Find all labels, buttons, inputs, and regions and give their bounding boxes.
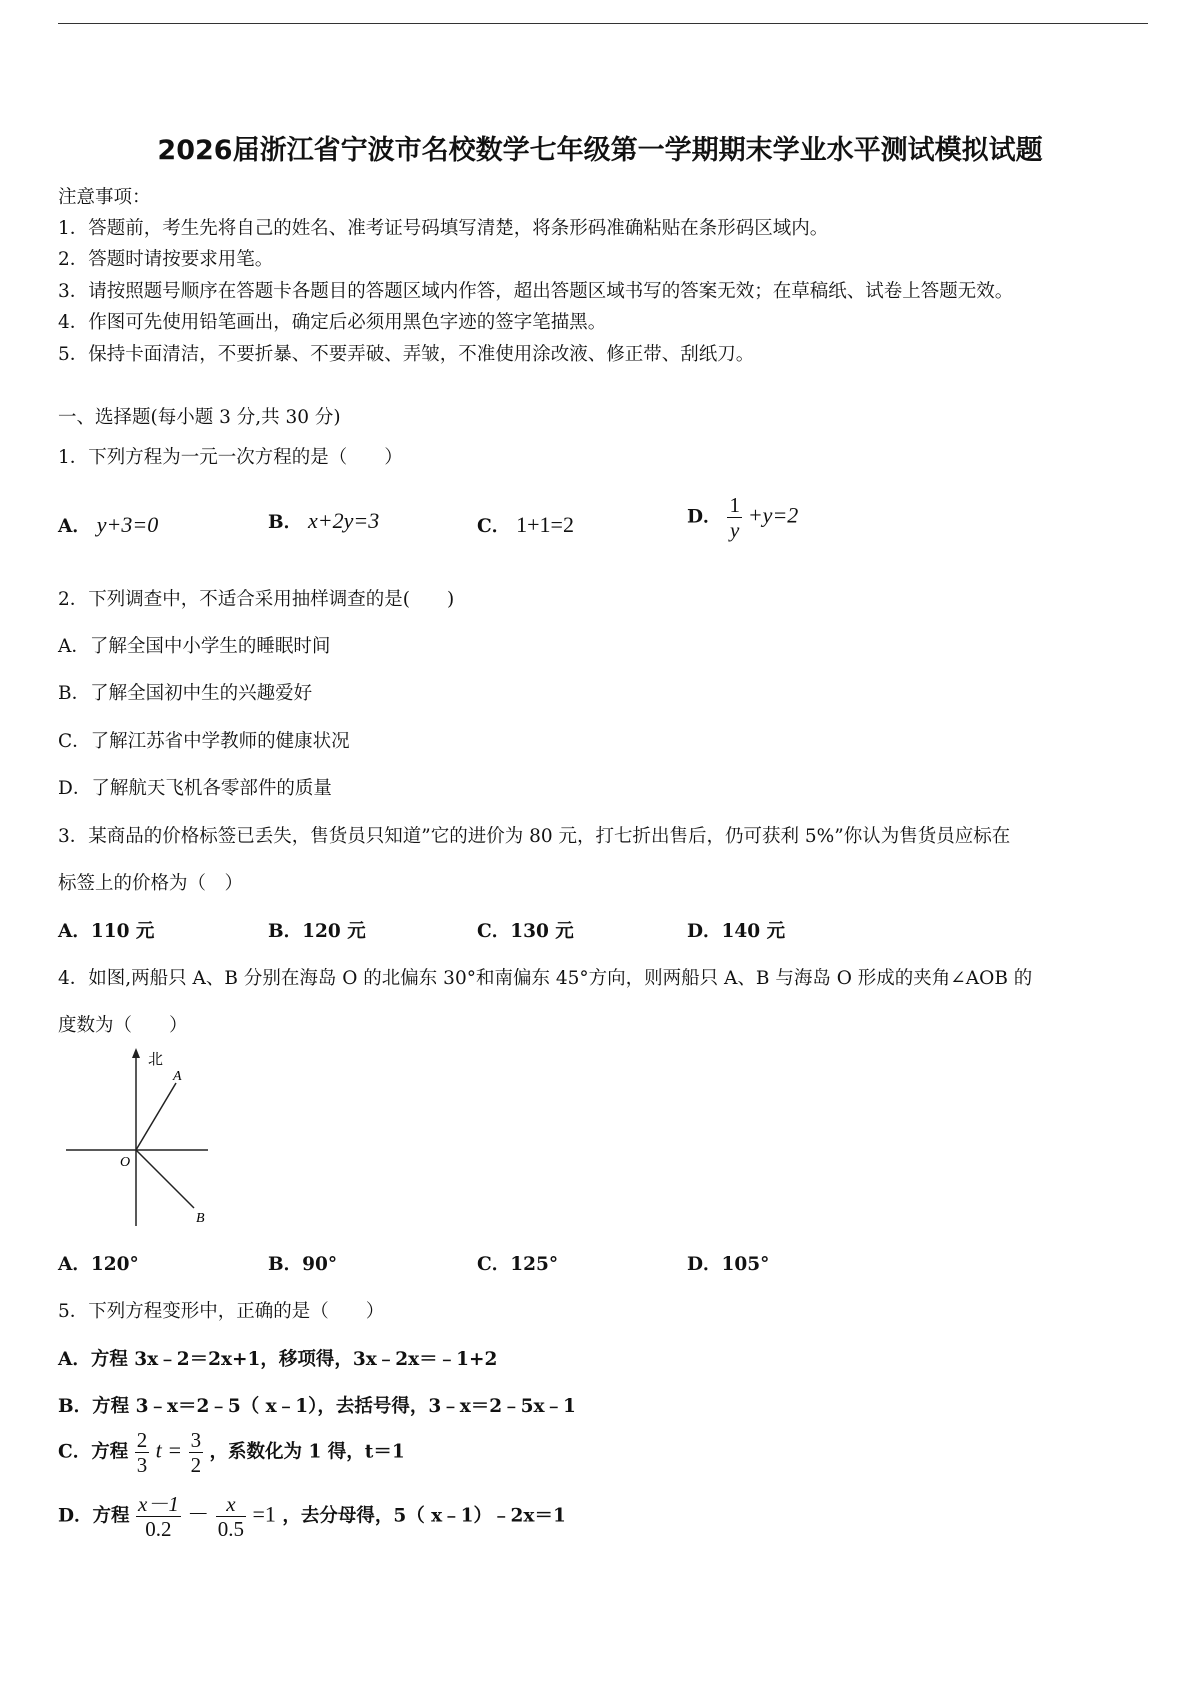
label-b: B xyxy=(196,1211,205,1226)
q2-option-d: D．了解航天飞机各零部件的质量 xyxy=(58,778,332,799)
q5-d-f1-den: 0.2 xyxy=(145,1517,172,1542)
q5-c-f2-den: 2 xyxy=(190,1453,202,1478)
q2-option-b: B．了解全国初中生的兴趣爱好 xyxy=(58,683,313,704)
q1-a-label: A． xyxy=(58,516,91,537)
q5-d-f2-den: 0.5 xyxy=(217,1517,244,1542)
q1-d-numerator: 1 xyxy=(729,493,740,517)
q4-option-a: A．120° xyxy=(58,1254,139,1275)
notice-item-4: 4．作图可先使用铅笔画出，确定后必须用黑色字迹的签字笔描黑。 xyxy=(58,312,607,333)
q2-option-c: C．了解江苏省中学教师的健康状况 xyxy=(58,731,350,752)
q5-c-f2-num: 3 xyxy=(190,1428,202,1452)
label-north: 北 xyxy=(148,1050,164,1068)
compass-diagram xyxy=(62,1048,212,1230)
header-rule xyxy=(58,23,1148,24)
q4-stem-line1: 4．如图,两船只 A、B 分别在海岛 O 的北偏东 30°和南偏东 45°方向，则两船只 A、B 与海岛 O 形成的夹角∠AOB 的 xyxy=(58,968,1033,989)
q1-b-expr: x+2y=3 xyxy=(308,508,380,533)
q4-stem-line2: 度数为（ ） xyxy=(58,1015,188,1036)
q4-option-b: B．90° xyxy=(268,1254,338,1275)
q3-stem-line2: 标签上的价格为（ ） xyxy=(58,873,244,894)
q5-c-suffix: ，系数化为 1 得，t＝1 xyxy=(209,1441,405,1463)
notice-item-5: 5．保持卡面清洁，不要折暴、不要弄破、弄皱，不准使用涂改液、修正带、刮纸刀。 xyxy=(58,344,755,365)
q5-c-fraction-1 xyxy=(135,1428,150,1477)
q1-option-b xyxy=(268,508,379,534)
notice-item-2: 2．答题时请按要求用笔。 xyxy=(58,249,274,270)
q1-d-label: D． xyxy=(687,506,722,528)
q1-option-a xyxy=(58,512,158,538)
notice-item-3: 3．请按照题号顺序在答题卡各题目的答题区域内作答，超出答题区域书写的答案无效；在草稿纸、试卷上答题无效。 xyxy=(58,281,1014,302)
q2-option-a: A．了解全国中小学生的睡眠时间 xyxy=(58,636,331,657)
q5-option-c xyxy=(58,1428,405,1477)
q5-d-fraction-1 xyxy=(136,1492,181,1541)
section-heading: 一、选择题(每小题 3 分,共 30 分) xyxy=(58,407,341,428)
q1-c-label: C． xyxy=(477,516,511,537)
q5-c-var: t = xyxy=(155,1437,183,1463)
q3-option-d: D．140 元 xyxy=(687,921,786,942)
notice-heading: 注意事项： xyxy=(58,187,151,208)
q5-d-minus: － xyxy=(187,1501,210,1527)
q1-d-fraction xyxy=(727,493,742,542)
q5-d-eq: =1 xyxy=(252,1501,276,1527)
q5-c-prefix: C．方程 xyxy=(58,1441,129,1463)
north-arrow-icon xyxy=(132,1048,140,1058)
q5-c-f1-den: 3 xyxy=(136,1453,148,1478)
q1-d-rest: +y=2 xyxy=(747,502,799,528)
q5-stem: 5．下列方程变形中，正确的是（ ） xyxy=(58,1301,385,1322)
label-o: O xyxy=(120,1155,131,1170)
q5-d-fraction-2 xyxy=(216,1492,246,1541)
q5-d-prefix: D．方程 xyxy=(58,1505,130,1527)
q3-option-a: A．110 元 xyxy=(58,921,155,942)
q3-option-c: C．130 元 xyxy=(477,921,574,942)
q5-c-f1-num: 2 xyxy=(136,1428,148,1452)
q3-option-b: B．120 元 xyxy=(268,921,366,942)
q1-c-expr: 1+1=2 xyxy=(516,512,574,537)
q1-option-d xyxy=(687,493,798,542)
q1-option-c xyxy=(477,512,574,538)
notice-item-1: 1．答题前，考生先将自己的姓名、准考证号码填写清楚，将条形码准确粘贴在条形码区域内。 xyxy=(58,218,829,239)
page-title: 2026届浙江省宁波市名校数学七年级第一学期期末学业水平测试模拟试题 xyxy=(157,135,1043,166)
q5-d-f1-num: x－1 xyxy=(138,1492,179,1516)
q1-a-expr: y+3=0 xyxy=(96,512,159,537)
ray-oa xyxy=(136,1083,176,1150)
q1-d-denominator: y xyxy=(730,518,740,543)
ray-ob xyxy=(136,1150,194,1208)
q5-d-suffix: ，去分母得，5（ x﹣1）﹣2x＝1 xyxy=(282,1505,566,1527)
q4-option-d: D．105° xyxy=(687,1254,770,1275)
label-a: A xyxy=(173,1069,182,1084)
q2-stem: 2．下列调查中，不适合采用抽样调查的是( ) xyxy=(58,589,455,610)
q1-b-label: B． xyxy=(268,512,303,533)
q5-d-f2-num: x xyxy=(216,1492,246,1517)
q1-stem: 1．下列方程为一元一次方程的是（ ） xyxy=(58,447,403,468)
q5-option-d xyxy=(58,1492,566,1541)
q5-option-a: A．方程 3x﹣2＝2x+1，移项得，3x﹣2x＝﹣1+2 xyxy=(58,1349,498,1370)
q5-c-fraction-2 xyxy=(189,1428,204,1477)
q3-stem-line1: 3．某商品的价格标签已丢失，售货员只知道”它的进价为 80 元，打七折出售后，仍可获利 5%”你认为售货员应标在 xyxy=(58,826,1011,847)
q4-option-c: C．125° xyxy=(477,1254,559,1275)
q5-option-b: B．方程 3﹣x＝2﹣5（ x﹣1），去括号得，3﹣x＝2﹣5x﹣1 xyxy=(58,1396,576,1417)
